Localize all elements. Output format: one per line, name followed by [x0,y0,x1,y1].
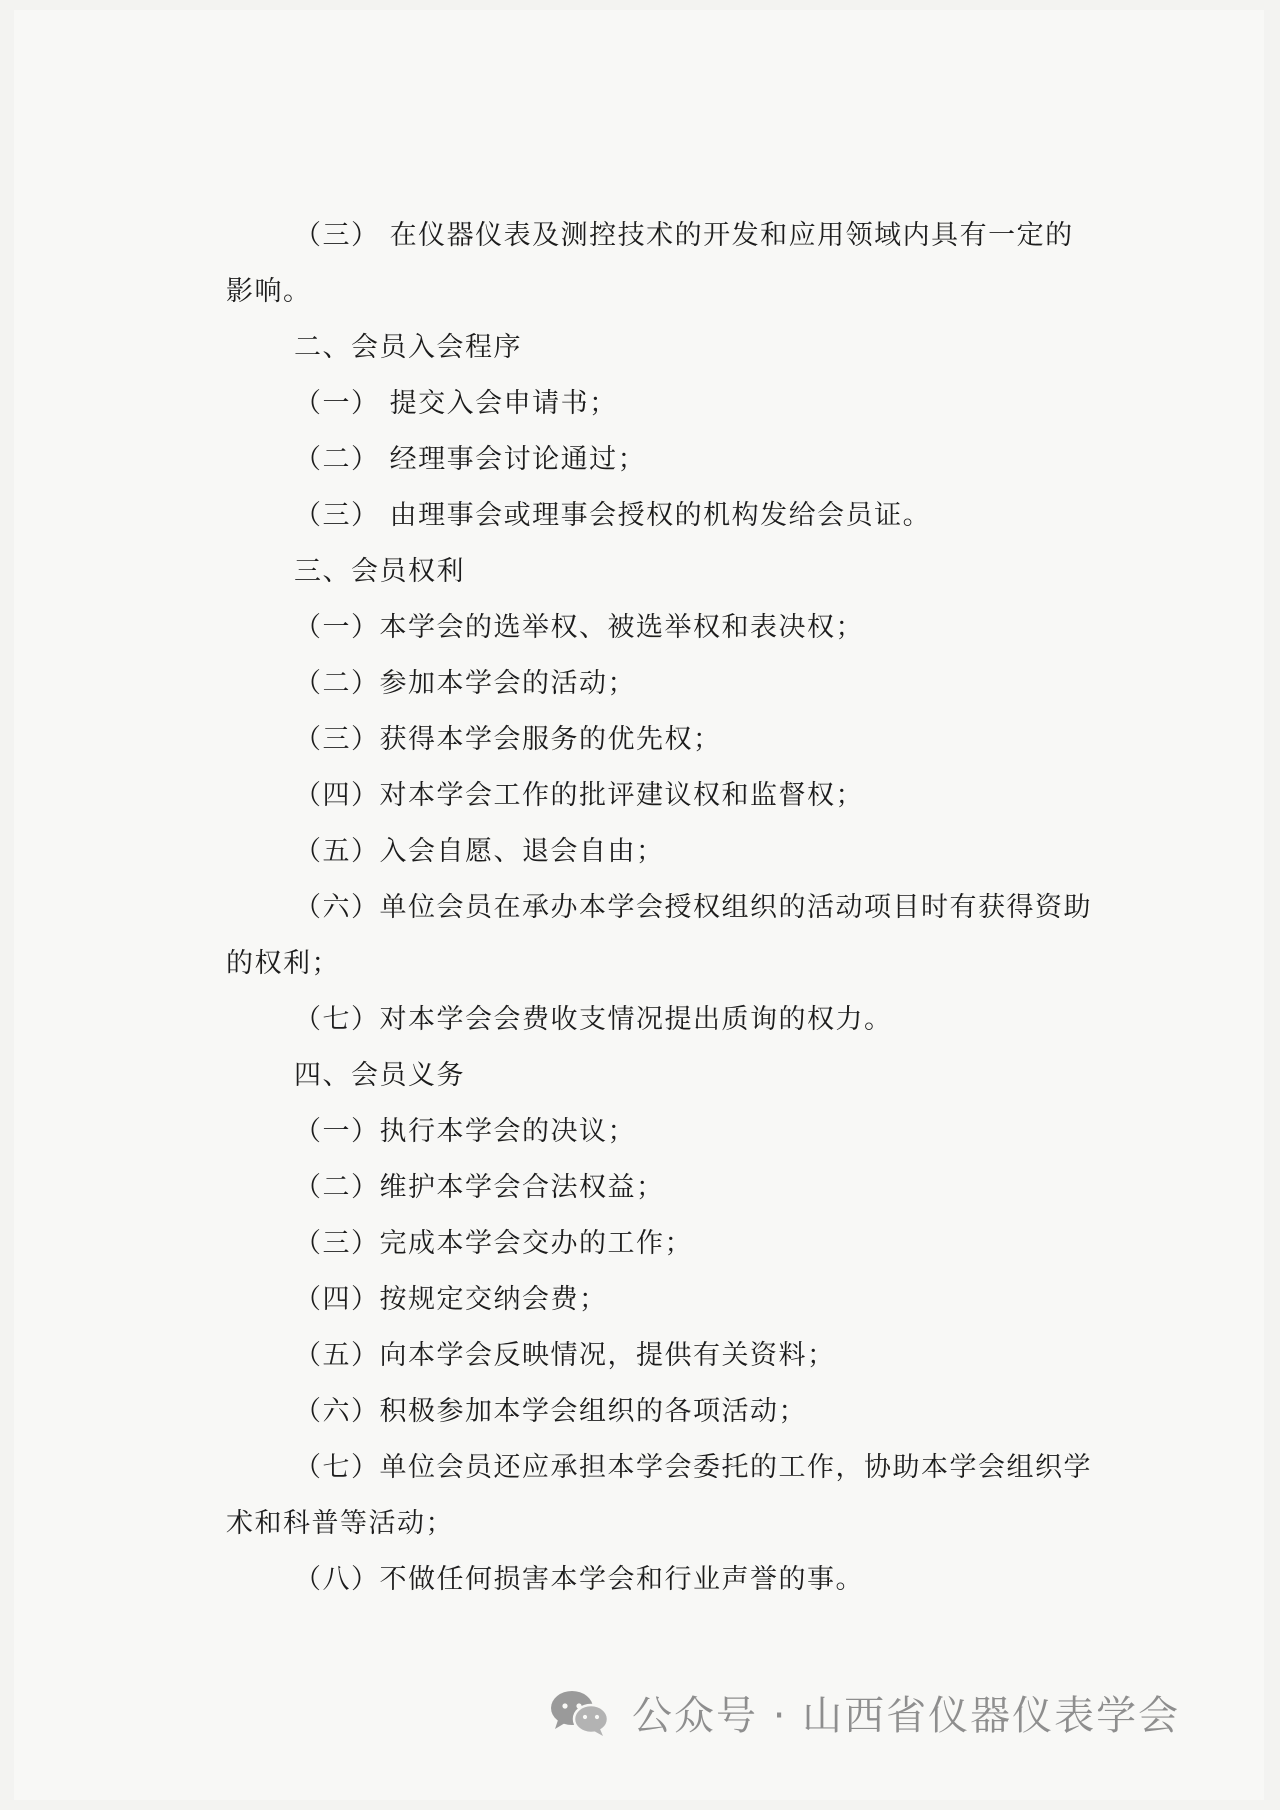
watermark-text: 公众号 · 山西省仪器仪表学会 [632,1692,1181,1739]
text-line: （二） 经理事会讨论通过； [294,444,647,475]
text-line: （三）获得本学会服务的优先权； [294,724,722,755]
text-line: （四）对本学会工作的批评建议权和监督权； [294,780,864,811]
text-line: （一）执行本学会的决议； [294,1116,636,1147]
text-line: （一） 提交入会申请书； [294,388,618,419]
watermark [548,1682,1180,1742]
text-line: （二）参加本学会的活动； [294,668,636,699]
text-line: （八）不做任何损害本学会和行业声誉的事。 [294,1564,864,1595]
text-line: （一）本学会的选举权、被选举权和表决权； [294,612,864,643]
text-line: （六）积极参加本学会组织的各项活动； [294,1396,807,1427]
text-line: （七）对本学会会费收支情况提出质询的权力。 [294,1004,893,1035]
text-line: （三）完成本学会交办的工作； [294,1228,693,1259]
wechat-icon [548,1687,610,1737]
text-line: （五）入会自愿、退会自由； [294,836,665,867]
text-line: （三） 由理事会或理事会授权的机构发给会员证。 [294,500,932,531]
text-line: 二、会员入会程序 [294,332,522,363]
document-page [14,10,1264,1800]
text-line: 影响。 [226,276,312,307]
text-line: 四、会员义务 [294,1060,465,1091]
document-body [226,208,1092,1608]
text-line: 术和科普等活动； [226,1508,454,1539]
text-line: 三、会员权利 [294,556,465,587]
text-line: （四）按规定交纳会费； [294,1284,608,1315]
text-line: （六）单位会员在承办本学会授权组织的活动项目时有获得资助 [294,892,1092,923]
text-line: （三） 在仪器仪表及测控技术的开发和应用领域内具有一定的 [294,220,1074,251]
text-line: （二）维护本学会合法权益； [294,1172,665,1203]
text-line: （七）单位会员还应承担本学会委托的工作，协助本学会组织学 [294,1452,1092,1483]
text-line: （五）向本学会反映情况，提供有关资料； [294,1340,836,1371]
text-line: 的权利； [226,948,340,979]
